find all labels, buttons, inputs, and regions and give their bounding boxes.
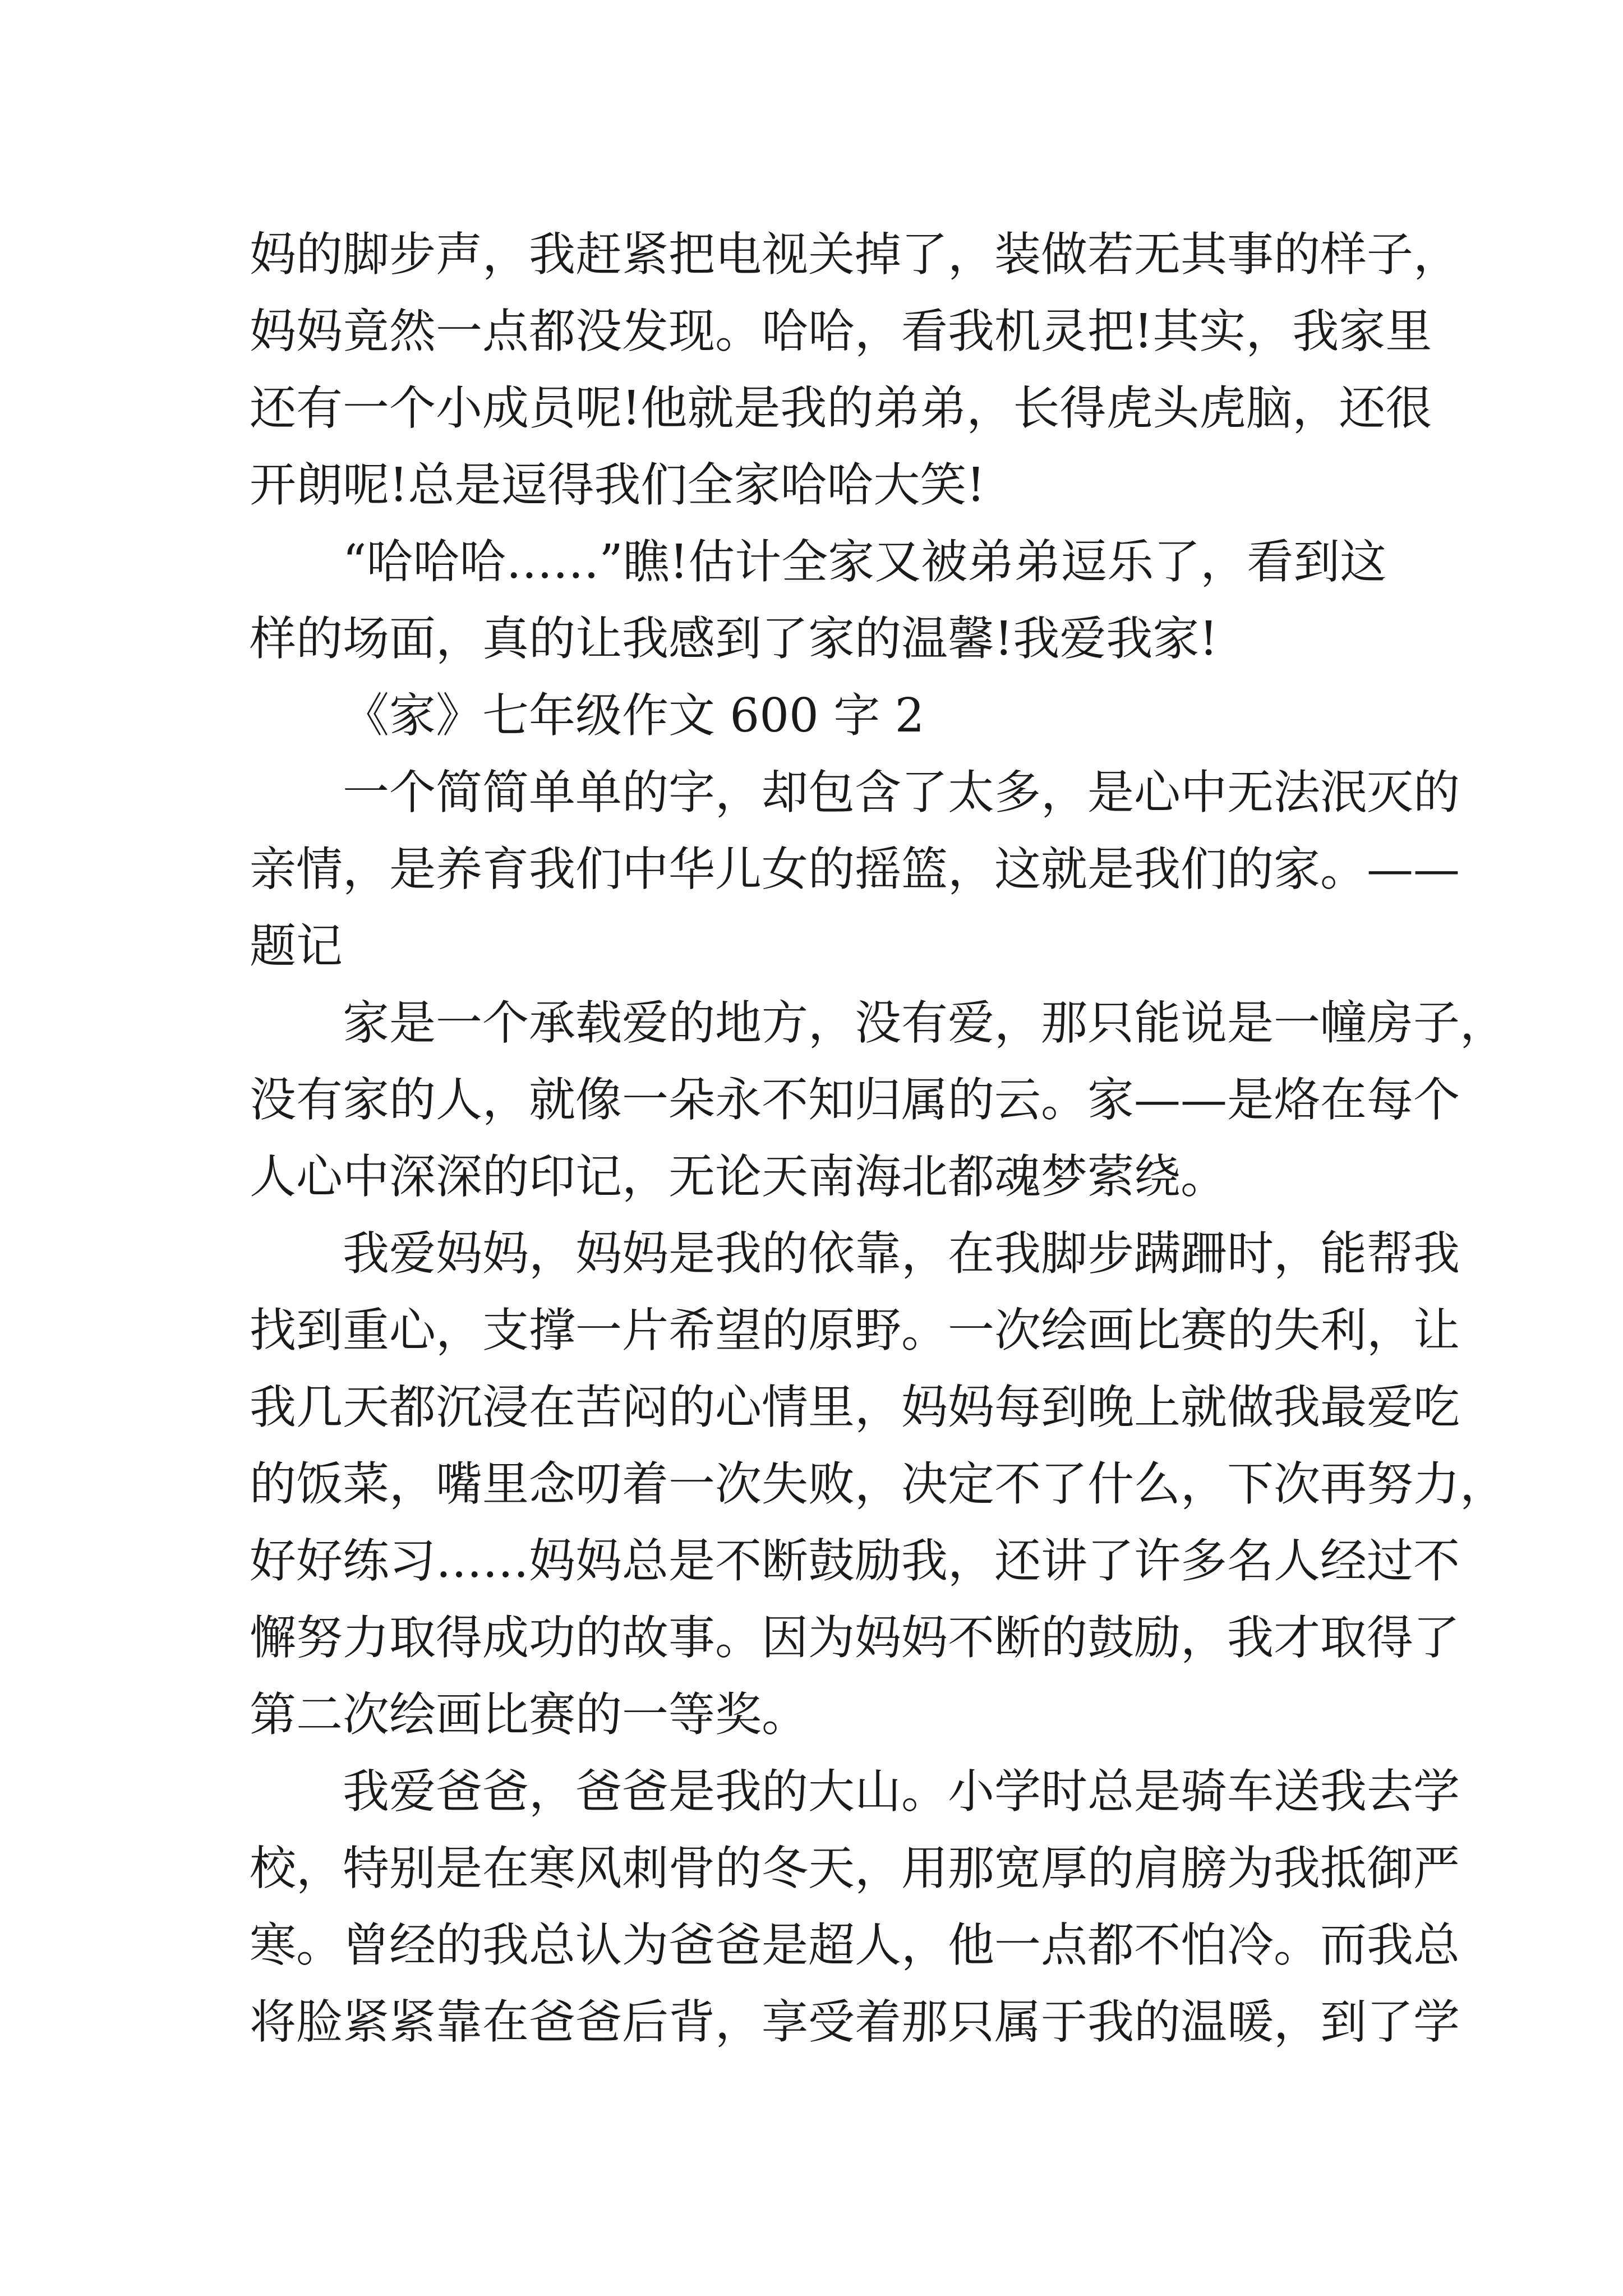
text-line: 好好练习……妈妈总是不断鼓励我，还讲了许多名人经过不: [250, 1534, 1460, 1588]
text-line: 寒。曾经的我总认为爸爸是超人，他一点都不怕冷。而我总: [250, 1918, 1460, 1972]
document-body: [250, 216, 1506, 2060]
paragraph: [250, 984, 1506, 1215]
text-line: 没有家的人，就像一朵永不知归属的云。家——是烙在每个: [250, 1073, 1460, 1127]
text-line: 找到重心，支撑一片希望的原野。一次绘画比赛的失利，让: [250, 1303, 1460, 1358]
text-line: 亲情，是养育我们中华儿女的摇篮，这就是我们的家。——: [250, 842, 1460, 896]
paragraph-continuation: [250, 216, 1460, 523]
text-line: 第二次绘画比赛的一等奖。: [250, 1687, 808, 1742]
text-line: 妈妈竟然一点都没发现。哈哈，看我机灵把!其实，我家里: [250, 304, 1432, 358]
text-line: 还有一个小成员呢!他就是我的弟弟，长得虎头虎脑，还很: [250, 381, 1432, 435]
text-line: 样的场面，真的让我感到了家的温馨!我爱我家!: [250, 611, 1218, 666]
paragraph: [250, 1753, 1460, 2060]
text-line: 的饭菜，嘴里念叨着一次失败，决定不了什么，下次再努力，: [250, 1457, 1506, 1511]
essay-title: 《家》七年级作文 600 字 2: [343, 688, 925, 743]
paragraph-epigraph: [250, 754, 1460, 984]
paragraph: [250, 1215, 1506, 1753]
essay-heading: [250, 677, 1377, 754]
text-line: 开朗呢!总是逗得我们全家哈哈大笑!: [250, 458, 985, 512]
text-line: 我爱妈妈，妈妈是我的依靠，在我脚步蹒跚时，能帮我: [343, 1226, 1460, 1281]
text-line: “哈哈哈……”瞧!估计全家又被弟弟逗乐了，看到这: [343, 535, 1387, 589]
text-line: 人心中深深的印记，无论天南海北都魂梦萦绕。: [250, 1149, 1227, 1204]
paragraph: [250, 523, 1387, 677]
text-line: 我几天都沉浸在苦闷的心情里，妈妈每到晚上就做我最爱吃: [250, 1380, 1460, 1434]
text-line: 我爱爸爸，爸爸是我的大山。小学时总是骑车送我去学: [343, 1764, 1460, 1819]
text-line: 将脸紧紧靠在爸爸后背，享受着那只属于我的温暖，到了学: [250, 1995, 1460, 2049]
text-line: 家是一个承载爱的地方，没有爱，那只能说是一幢房子，: [343, 996, 1506, 1050]
text-line: 一个简简单单的字，却包含了太多，是心中无法泯灭的: [343, 765, 1460, 820]
text-line: 懈努力取得成功的故事。因为妈妈不断的鼓励，我才取得了: [250, 1611, 1460, 1665]
text-line: 题记: [250, 919, 343, 973]
text-line: 校，特别是在寒风刺骨的冬天，用那宽厚的肩膀为我抵御严: [250, 1841, 1460, 1895]
text-line: 妈的脚步声，我赶紧把电视关掉了，装做若无其事的样子，: [250, 227, 1460, 282]
